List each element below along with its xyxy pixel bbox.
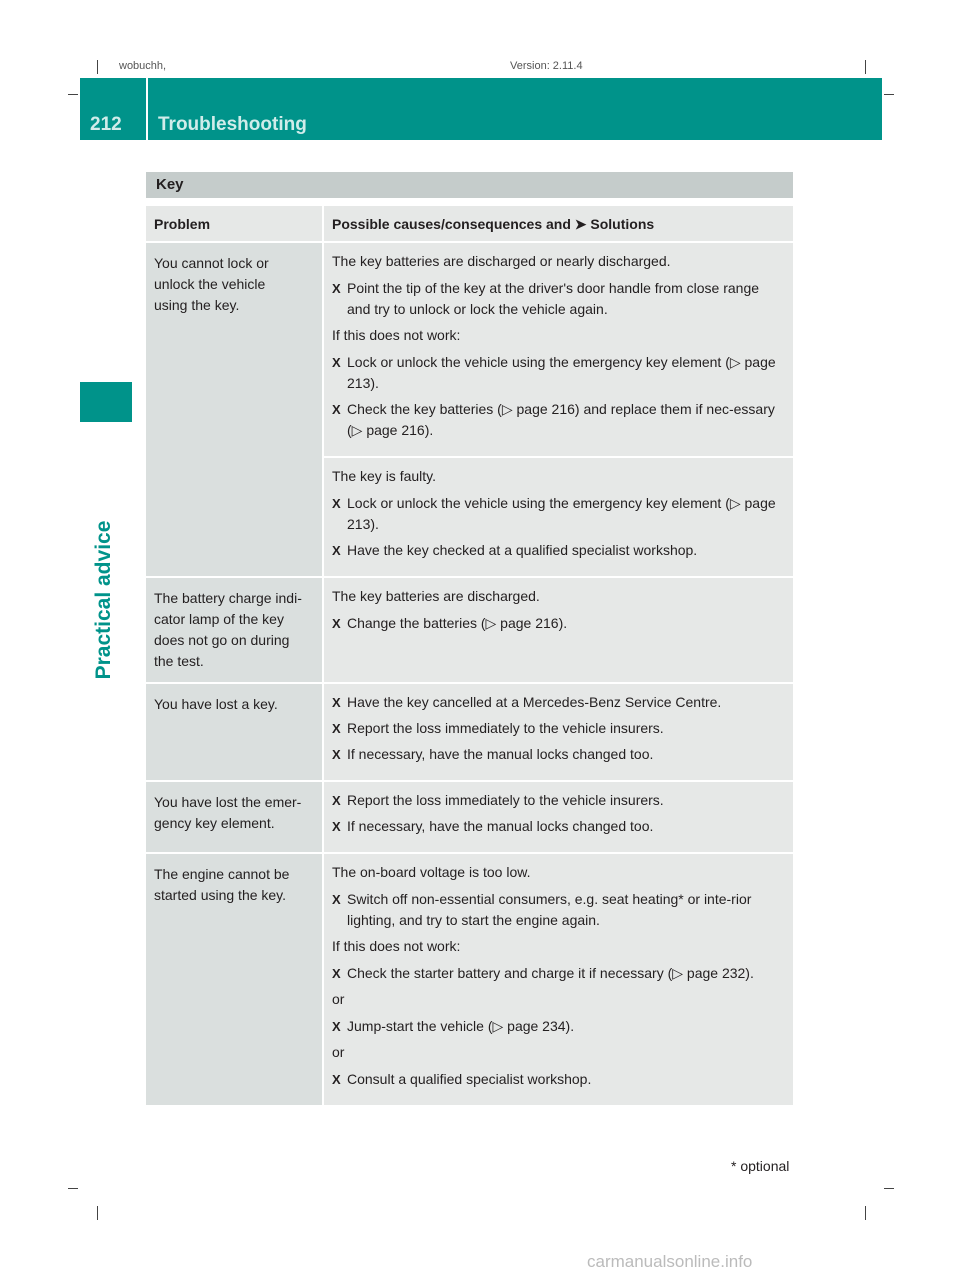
action-step-text: Consult a qualified specialist workshop. (347, 1071, 592, 1087)
action-step (332, 493, 785, 535)
cause-text: The key is faulty. (332, 468, 437, 484)
action-step-text: If necessary, have the manual locks changed too. (347, 746, 654, 762)
action-step-text: Point the tip of the key at the driver's door handle from close range and try to unlock or lock the vehicle again. (347, 280, 760, 317)
solution-cell (324, 854, 793, 1105)
action-step (332, 790, 785, 811)
key-section (146, 172, 793, 1105)
action-arrow-icon: X (332, 1019, 341, 1034)
crop-mark (865, 60, 866, 74)
crop-mark (884, 1188, 894, 1189)
solution-cell (324, 578, 793, 682)
action-step-text: Jump-start the vehicle (▷ page 234). (347, 1018, 575, 1034)
cause-text: The key batteries are discharged. (332, 588, 540, 604)
action-step (332, 889, 785, 931)
side-tab-marker (80, 382, 132, 422)
action-step-text: Report the loss immediately to the vehicle insurers. (347, 792, 664, 808)
problem-cell: You cannot lock or unlock the vehicle using the key. (146, 243, 322, 576)
action-step (332, 692, 785, 713)
action-arrow-icon: X (332, 543, 341, 558)
action-step (332, 1016, 785, 1037)
action-step (332, 613, 785, 634)
action-step (332, 278, 785, 320)
action-arrow-icon: X (332, 616, 341, 631)
section-title: Key (146, 172, 793, 198)
solution-cell (324, 458, 793, 576)
action-arrow-icon: X (332, 721, 341, 736)
problem-cell: You have lost the emer- gency key element. (146, 782, 322, 852)
action-step-text: Switch off non-essential consumers, e.g. seat heating* or inte-rior lighting, and try to start the engine again. (347, 891, 752, 928)
solution-cell (324, 243, 793, 456)
action-step (332, 744, 785, 765)
chapter-title: Troubleshooting (158, 114, 307, 135)
problem-cell: You have lost a key. (146, 684, 322, 780)
action-step-text: Have the key checked at a qualified specialist workshop. (347, 542, 698, 558)
header-divider (146, 78, 148, 140)
cause-text: or (332, 1044, 345, 1060)
crop-mark (97, 1206, 98, 1220)
action-arrow-icon: X (332, 281, 341, 296)
action-arrow-icon: X (332, 402, 341, 417)
watermark: carmanualsonline.info (587, 1252, 753, 1271)
column-header-solutions-tail: Solutions (590, 216, 655, 232)
cause-text: If this does not work: (332, 938, 461, 954)
action-step (332, 718, 785, 739)
crop-mark (68, 94, 78, 95)
solution-cell (324, 684, 793, 780)
action-step-text: Change the batteries (▷ page 216). (347, 615, 568, 631)
action-step (332, 352, 785, 394)
crop-mark (884, 94, 894, 95)
action-arrow-icon: X (332, 355, 341, 370)
footnote: * optional (731, 1158, 790, 1174)
crop-mark (97, 60, 98, 74)
action-step (332, 540, 785, 561)
action-step-text: If necessary, have the manual locks changed too. (347, 818, 654, 834)
column-header-solutions-text: Possible causes/consequences and (332, 216, 571, 232)
action-step (332, 1069, 785, 1090)
action-arrow-icon: ➤ (574, 216, 587, 232)
crop-mark (68, 1188, 78, 1189)
print-meta-right: Version: 2.11.4 (510, 60, 583, 72)
action-step (332, 816, 785, 837)
action-arrow-icon: X (332, 793, 341, 808)
action-step (332, 963, 785, 984)
action-step-text: Check the starter battery and charge it if necessary (▷ page 232). (347, 965, 754, 981)
action-arrow-icon: X (332, 892, 341, 907)
problem-cell: The battery charge indi- cator lamp of the key does not go on during the test. (146, 578, 322, 682)
action-step-text: Report the loss immediately to the vehicle insurers. (347, 720, 664, 736)
problem-cell: The engine cannot be started using the key. (146, 854, 322, 1105)
cause-text: The key batteries are discharged or nearly discharged. (332, 253, 671, 269)
action-step-text: Lock or unlock the vehicle using the emergency key element (▷ page 213). (347, 495, 776, 532)
action-arrow-icon: X (332, 1072, 341, 1087)
action-step-text: Have the key cancelled at a Mercedes-Benz Service Centre. (347, 694, 722, 710)
action-arrow-icon: X (332, 747, 341, 762)
column-header-solutions (324, 206, 793, 241)
action-arrow-icon: X (332, 819, 341, 834)
action-arrow-icon: X (332, 496, 341, 511)
action-step-text: Lock or unlock the vehicle using the emergency key element (▷ page 213). (347, 354, 776, 391)
cause-text: The on-board voltage is too low. (332, 864, 531, 880)
cause-text: If this does not work: (332, 327, 461, 343)
page-number: 212 (90, 114, 122, 135)
action-arrow-icon: X (332, 695, 341, 710)
print-meta-left: wobuchh, (119, 60, 167, 72)
side-section-label: Practical advice (92, 520, 115, 680)
crop-mark (865, 1206, 866, 1220)
solution-cell (324, 782, 793, 852)
action-step-text: Check the key batteries (▷ page 216) and replace them if nec-essary (▷ page 216). (347, 401, 775, 438)
troubleshooting-table (146, 206, 793, 1105)
action-arrow-icon: X (332, 966, 341, 981)
chapter-header (80, 78, 882, 140)
action-step (332, 399, 785, 441)
column-header-problem: Problem (146, 206, 322, 241)
cause-text: or (332, 991, 345, 1007)
